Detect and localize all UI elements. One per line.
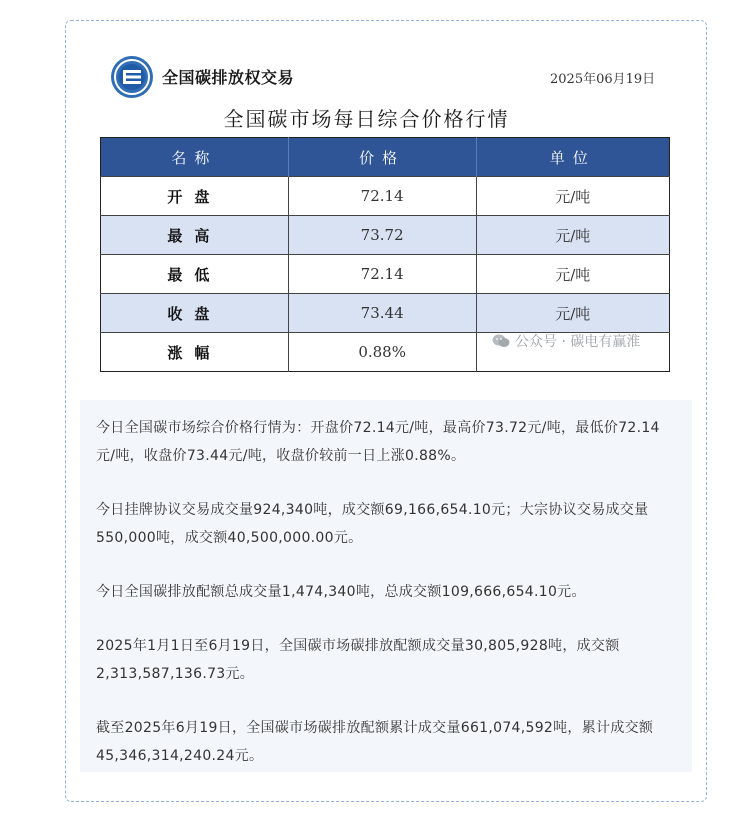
summary-paragraph: 截至2025年6月19日，全国碳市场碳排放配额累计成交量661,074,592吨，累计成交额45,346,314,240.24元。 (96, 720, 654, 764)
header-name: 名称 (101, 138, 289, 177)
row-unit: 元/吨 (476, 255, 669, 294)
summary-paragraph: 今日全国碳排放配额总成交量1,474,340吨，总成交额109,666,654.10元。 (96, 584, 586, 600)
header-unit: 单位 (476, 138, 669, 177)
row-name: 开盘 (101, 177, 289, 216)
row-price: 72.14 (288, 177, 476, 216)
table-row (101, 294, 670, 333)
row-unit: 元/吨 (476, 177, 669, 216)
brand-name: 全国碳排放权交易 (162, 68, 295, 87)
row-unit: 元/吨 (476, 216, 669, 255)
summary-box (80, 400, 692, 772)
row-price: 73.72 (288, 216, 476, 255)
emission-exchange-logo-icon (110, 55, 154, 99)
summary-paragraph: 2025年1月1日至6月19日，全国碳市场碳排放配额成交量30,805,928吨，成交额2,313,587,136.73元。 (96, 638, 620, 682)
summary-paragraph: 今日挂牌协议交易成交量924,340吨，成交额69,166,654.10元；大宗协议交易成交量550,000吨，成交额40,500,000.00元。 (96, 502, 649, 546)
row-name: 最高 (101, 216, 289, 255)
row-name: 最低 (101, 255, 289, 294)
row-unit: 元/吨 (476, 294, 669, 333)
row-price: 73.44 (288, 294, 476, 333)
row-price: 0.88% (288, 333, 476, 372)
row-name: 收盘 (101, 294, 289, 333)
report-date: 2025年06月19日 (550, 72, 656, 87)
watermark-text: 公众号 · 碳电有赢淮 (515, 334, 641, 350)
summary-paragraph: 今日全国碳市场综合价格行情为：开盘价72.14元/吨，最高价73.72元/吨，最低价72.14元/吨，收盘价73.44元/吨，收盘价较前一日上涨0.88%。 (96, 420, 660, 464)
table-header-row (101, 138, 670, 177)
table-row (101, 177, 670, 216)
wechat-icon (492, 334, 510, 348)
row-name: 涨幅 (101, 333, 289, 372)
watermark (492, 331, 640, 351)
table-row (101, 216, 670, 255)
row-price: 72.14 (288, 255, 476, 294)
page-title: 全国碳市场每日综合价格行情 (223, 107, 510, 131)
header-price: 价格 (288, 138, 476, 177)
table-row (101, 255, 670, 294)
